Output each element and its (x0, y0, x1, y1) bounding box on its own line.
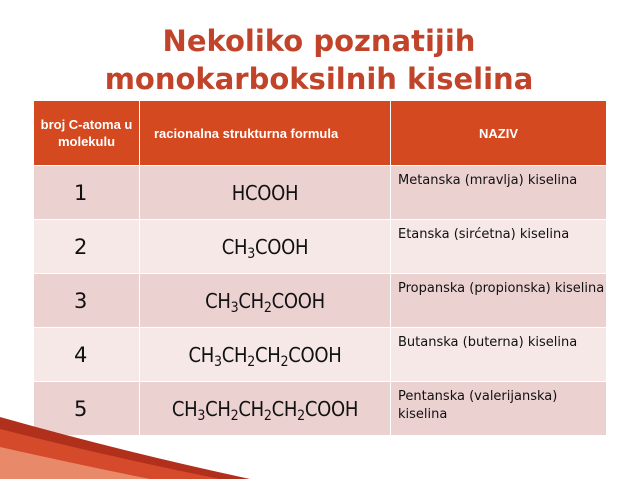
acid-name-cell: Propanska (propionska) kiselina (391, 274, 607, 328)
formula-group: CH (238, 288, 264, 313)
formula-subscript: 2 (263, 299, 272, 316)
formula-subscript: 2 (280, 353, 289, 370)
page-title (0, 22, 638, 98)
acid-name-cell: Etanska (sirćetna) kiselina (391, 220, 607, 274)
carbon-count-cell: 5 (34, 382, 140, 436)
formula-group: CH (221, 342, 248, 367)
acids-table (33, 100, 607, 436)
table-row (34, 166, 607, 220)
formula-subscript: 2 (230, 407, 239, 424)
title-line-2: monokarboksilnih kiselina (104, 62, 534, 96)
formula-subscript: 3 (214, 353, 222, 370)
carbon-count-cell: 2 (34, 220, 140, 274)
carbon-count-cell: 3 (34, 274, 140, 328)
header-name: NAZIV (391, 101, 607, 166)
formula-subscript: 3 (247, 245, 255, 262)
table-row (34, 220, 607, 274)
formula-group: HCOOH (231, 180, 299, 205)
formula-subscript: 2 (247, 353, 255, 370)
formula-subscript: 3 (197, 407, 206, 424)
formula-group: CH (205, 396, 231, 421)
formula-subscript: 2 (297, 407, 305, 424)
table-row (34, 274, 607, 328)
formula-group: COOH (304, 396, 359, 421)
table-row (34, 328, 607, 382)
corner-decoration (0, 396, 260, 479)
table-header-row (34, 101, 607, 166)
formula-group: CH (271, 396, 298, 421)
formula-group: CH (238, 396, 264, 421)
formula-subscript: 3 (230, 299, 239, 316)
acid-name-cell: Butanska (buterna) kiselina (391, 328, 607, 382)
header-carbon-count: broj C-atoma u molekulu (34, 101, 140, 166)
formula-group: CH (171, 396, 198, 421)
formula-group: CH (221, 234, 248, 259)
formula-group: CH (255, 342, 281, 367)
formula-group: COOH (255, 234, 309, 259)
formula-group: COOH (271, 288, 325, 313)
formula-cell (140, 274, 391, 328)
formula-group: CH (205, 288, 231, 313)
formula-group: COOH (288, 342, 342, 367)
formula-subscript: 2 (263, 407, 272, 424)
formula-cell (140, 328, 391, 382)
acid-name-cell: Pentanska (valerijanska) kiselina (391, 382, 607, 436)
formula-cell (140, 166, 391, 220)
carbon-count-cell: 1 (34, 166, 140, 220)
title-line-1: Nekoliko poznatijih (162, 24, 476, 58)
formula-cell (140, 220, 391, 274)
header-formula: racionalna strukturna formula (140, 101, 391, 166)
carbon-count-cell: 4 (34, 328, 140, 382)
acid-name-cell: Metanska (mravlja) kiselina (391, 166, 607, 220)
formula-group: CH (188, 342, 215, 367)
